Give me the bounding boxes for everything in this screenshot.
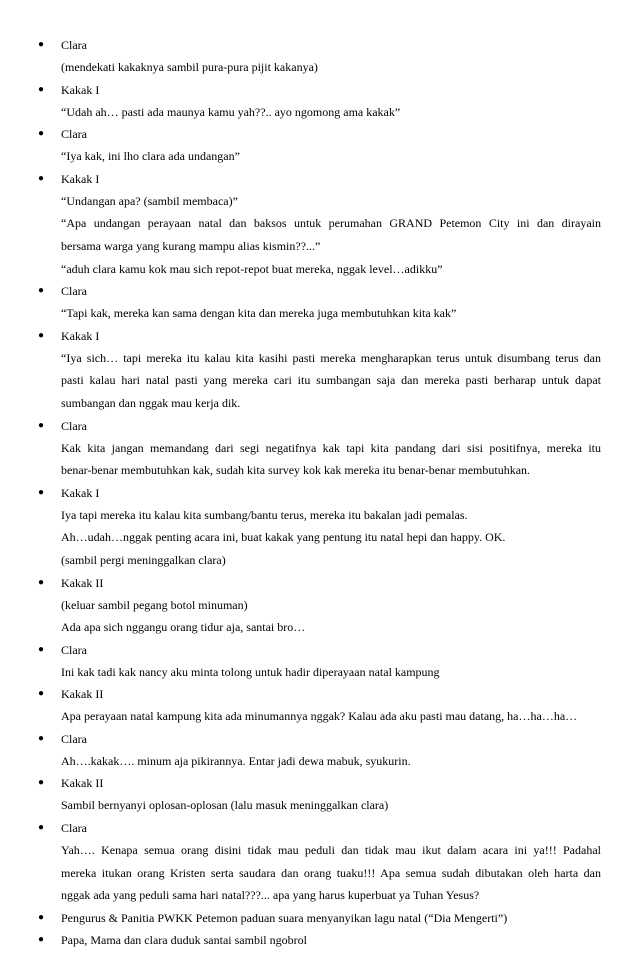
speaker-name: Kakak II <box>61 687 104 702</box>
bullet-icon: ● <box>38 172 45 184</box>
bullet-icon: ● <box>38 688 45 700</box>
bullet-icon: ● <box>38 285 45 297</box>
bullet-icon: ● <box>38 419 45 431</box>
bullet-icon: ● <box>38 576 45 588</box>
dialogue-line: “aduh clara kamu kok mau sich repot-repot buat mereka, nggak level…adikku” <box>61 261 443 276</box>
bullet-icon: ● <box>38 486 45 498</box>
dialogue-entry <box>0 415 638 482</box>
dialogue-entry <box>0 482 638 572</box>
dialogue-entry <box>0 168 638 280</box>
dialogue-line: mereka itukan orang Kristen serta saudara dan orang tuaku!!! Apa semua sudah dibutakan oleh harta dan <box>61 865 601 880</box>
dialogue-entry <box>0 325 638 415</box>
dialogue-line: Ini kak tadi kak nancy aku minta tolong untuk hadir diperayaan natal kampung <box>61 664 440 679</box>
dialogue-entry <box>0 683 638 728</box>
speaker-name: Clara <box>61 127 87 142</box>
speaker-name: Kakak I <box>61 171 100 186</box>
dialogue-entry <box>0 728 638 773</box>
dialogue-entry <box>0 772 638 817</box>
speaker-name: Pengurus & Panitia PWKK Petemon paduan suara menyanyikan lagu natal (“Dia Mengerti”) <box>61 910 508 925</box>
dialogue-line: sumbangan dan nggak mau kerja dik. <box>61 395 241 410</box>
bullet-icon: ● <box>38 83 45 95</box>
speaker-name: Kakak II <box>61 575 104 590</box>
dialogue-line: Ah….kakak…. minum aja pikirannya. Entar jadi dewa mabuk, syukurin. <box>61 753 411 768</box>
speaker-name: Clara <box>61 642 87 657</box>
speaker-name: Papa, Mama dan clara duduk santai sambil ngobrol <box>61 932 307 947</box>
speaker-name: Clara <box>61 38 87 52</box>
dialogue-line: Ah…udah…nggak penting acara ini, buat kakak yang pentung itu natal hepi dan happy. OK. <box>61 530 506 545</box>
dialogue-line: “Iya kak, ini lho clara ada undangan” <box>61 149 240 164</box>
dialogue-line: Yah…. Kenapa semua orang disini tidak mau peduli dan tidak mau ikut dalam acara ini ya!!! Padahal <box>61 843 601 858</box>
dialogue-line: nggak ada yang peduli sama hari natal???... apa yang harus kuperbuat ya Tuhan Yesus? <box>61 888 480 903</box>
dialogue-line: “Undangan apa? (sambil membaca)” <box>61 193 238 208</box>
dialogue-line: Ada apa sich nggangu orang tidur aja, santai bro… <box>61 620 306 635</box>
dialogue-entry <box>0 123 638 168</box>
bullet-icon: ● <box>38 911 45 923</box>
speaker-name: Clara <box>61 731 87 746</box>
dialogue-line: “Iya sich… tapi mereka itu kalau kita kasihi pasti mereka mengharapkan terus untuk disumbang terus dan <box>61 350 601 365</box>
dialogue-line: (mendekati kakaknya sambil pura-pura pijit kakanya) <box>61 60 318 74</box>
dialogue-line: benar-benar membutuhkan kak, sudah kita survey kok kak mereka itu benar-benar membutuhkan. <box>61 463 531 478</box>
dialogue-entry <box>0 280 638 325</box>
dialogue-entry <box>0 34 638 79</box>
script-page <box>0 34 638 951</box>
dialogue-line: “Tapi kak, mereka kan sama dengan kita dan mereka juga membutuhkan kita kak” <box>61 306 457 321</box>
bullet-icon: ● <box>38 933 45 945</box>
dialogue-line: pasti kalau hari natal pasti yang mereka cari itu sumbangan saja dan mereka pasti berharap untuk dapat <box>61 373 601 388</box>
speaker-name: Kakak II <box>61 776 104 791</box>
dialogue-line: “Udah ah… pasti ada maunya kamu yah??.. ayo ngomong ama kakak” <box>61 104 401 119</box>
dialogue-entry <box>0 79 638 124</box>
bullet-icon: ● <box>38 128 45 140</box>
dialogue-entry <box>0 929 638 951</box>
bullet-icon: ● <box>38 39 45 50</box>
bullet-icon: ● <box>38 732 45 744</box>
speaker-name: Clara <box>61 284 87 299</box>
bullet-icon: ● <box>38 643 45 655</box>
dialogue-line: Iya tapi mereka itu kalau kita sumbang/bantu terus, mereka itu bakalan jadi pemalas. <box>61 507 468 522</box>
dialogue-entry <box>0 572 638 639</box>
dialogue-entry <box>0 907 638 929</box>
bullet-icon: ● <box>38 329 45 341</box>
dialogue-entry <box>0 639 638 684</box>
dialogue-line: Kak kita jangan memandang dari segi negatifnya kak tapi kita pandang dari sisi positifnya, mereka itu <box>61 440 601 455</box>
dialogue-line: “Apa undangan perayaan natal dan baksos untuk perumahan GRAND Petemon City ini dan dirayain <box>61 216 601 231</box>
dialogue-line: Sambil bernyanyi oplosan-oplosan (lalu masuk meninggalkan clara) <box>61 798 389 813</box>
speaker-name: Kakak I <box>61 328 100 343</box>
speaker-name: Clara <box>61 821 87 836</box>
dialogue-line: Apa perayaan natal kampung kita ada minumannya nggak? Kalau ada aku pasti mau datang, ha…ha…ha… <box>61 709 578 724</box>
bullet-icon: ● <box>38 822 45 834</box>
speaker-name: Kakak I <box>61 485 100 500</box>
dialogue-line: bersama warga yang kurang mampu alias kismin??...” <box>61 238 321 253</box>
speaker-name: Clara <box>61 418 87 433</box>
speaker-name: Kakak I <box>61 82 100 97</box>
dialogue-line: (sambil pergi meninggalkan clara) <box>61 552 226 567</box>
dialogue-entry <box>0 817 638 907</box>
dialogue-line: (keluar sambil pegang botol minuman) <box>61 597 248 612</box>
bullet-icon: ● <box>38 777 45 789</box>
